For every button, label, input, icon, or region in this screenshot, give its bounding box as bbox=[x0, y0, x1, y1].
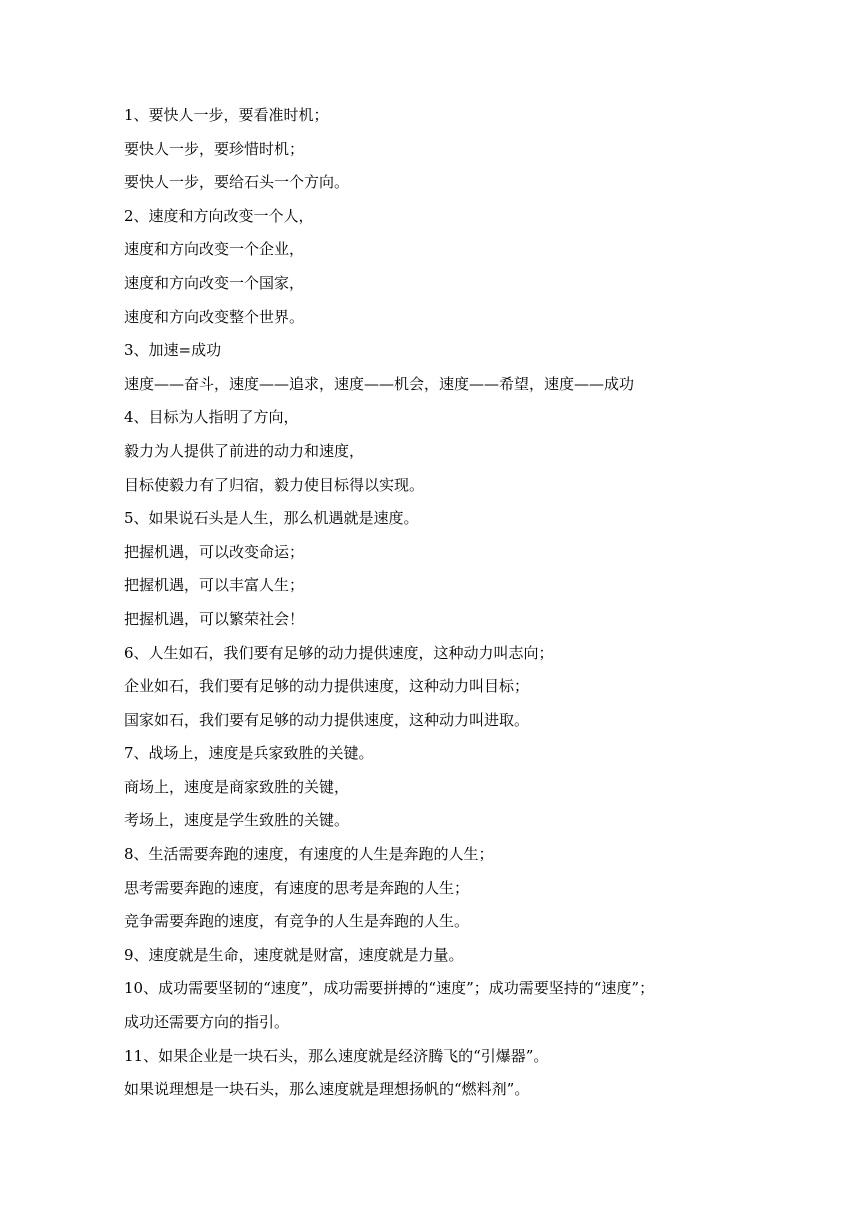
text-line: 把握机遇，可以改变命运； bbox=[124, 542, 305, 561]
text-line: 毅力为人提供了前进的动力和速度， bbox=[124, 441, 365, 460]
text-line: 6、人生如石，我们要有足够的动力提供速度，这种动力叫志向； bbox=[124, 643, 554, 662]
text-line: 国家如石，我们要有足够的动力提供速度，这种动力叫进取。 bbox=[124, 710, 530, 729]
text-line: 竞争需要奔跑的速度，有竞争的人生是奔跑的人生。 bbox=[124, 912, 470, 931]
text-line: 成功还需要方向的指引。 bbox=[124, 1013, 290, 1032]
text-line: 思考需要奔跑的速度，有速度的思考是奔跑的人生； bbox=[124, 878, 470, 897]
text-line: 9、速度就是生命，速度就是财富，速度就是力量。 bbox=[124, 945, 464, 964]
text-line: 目标使毅力有了归宿，毅力使目标得以实现。 bbox=[124, 475, 425, 494]
text-line: 10、成功需要坚韧的“速度”，成功需要拼搏的“速度”；成功需要坚持的“速度”； bbox=[124, 979, 655, 998]
text-line: 4、目标为人指明了方向， bbox=[124, 408, 299, 427]
text-line: 7、战场上，速度是兵家致胜的关键。 bbox=[124, 744, 374, 763]
text-line: 速度——奋斗，速度——追求，速度——机会，速度——希望，速度——成功 bbox=[124, 374, 635, 393]
text-line: 要快人一步，要珍惜时机； bbox=[124, 139, 305, 158]
text-line: 把握机遇，可以丰富人生； bbox=[124, 576, 305, 595]
text-line: 把握机遇，可以繁荣社会！ bbox=[124, 609, 305, 628]
text-line: 企业如石，我们要有足够的动力提供速度，这种动力叫目标； bbox=[124, 677, 530, 696]
text-line: 考场上，速度是学生致胜的关键。 bbox=[124, 811, 350, 830]
text-line: 2、速度和方向改变一个人， bbox=[124, 206, 314, 225]
text-line: 速度和方向改变整个世界。 bbox=[124, 307, 305, 326]
text-line: 8、生活需要奔跑的速度，有速度的人生是奔跑的人生； bbox=[124, 845, 494, 864]
document-body bbox=[124, 102, 744, 1110]
text-line: 商场上，速度是商家致胜的关键， bbox=[124, 777, 350, 796]
text-line: 速度和方向改变一个国家， bbox=[124, 273, 305, 292]
text-line: 5、如果说石头是人生，那么机遇就是速度。 bbox=[124, 509, 419, 528]
text-line: 3、加速=成功 bbox=[124, 341, 222, 360]
text-line: 速度和方向改变一个企业， bbox=[124, 240, 305, 259]
text-line: 1、要快人一步，要看准时机； bbox=[124, 106, 329, 124]
text-line: 如果说理想是一块石头，那么速度就是理想扬帆的“燃料剂”。 bbox=[124, 1080, 530, 1099]
text-line: 11、如果企业是一块石头，那么速度就是经济腾飞的“引爆器”。 bbox=[124, 1046, 549, 1065]
text-line: 要快人一步，要给石头一个方向。 bbox=[124, 173, 350, 192]
